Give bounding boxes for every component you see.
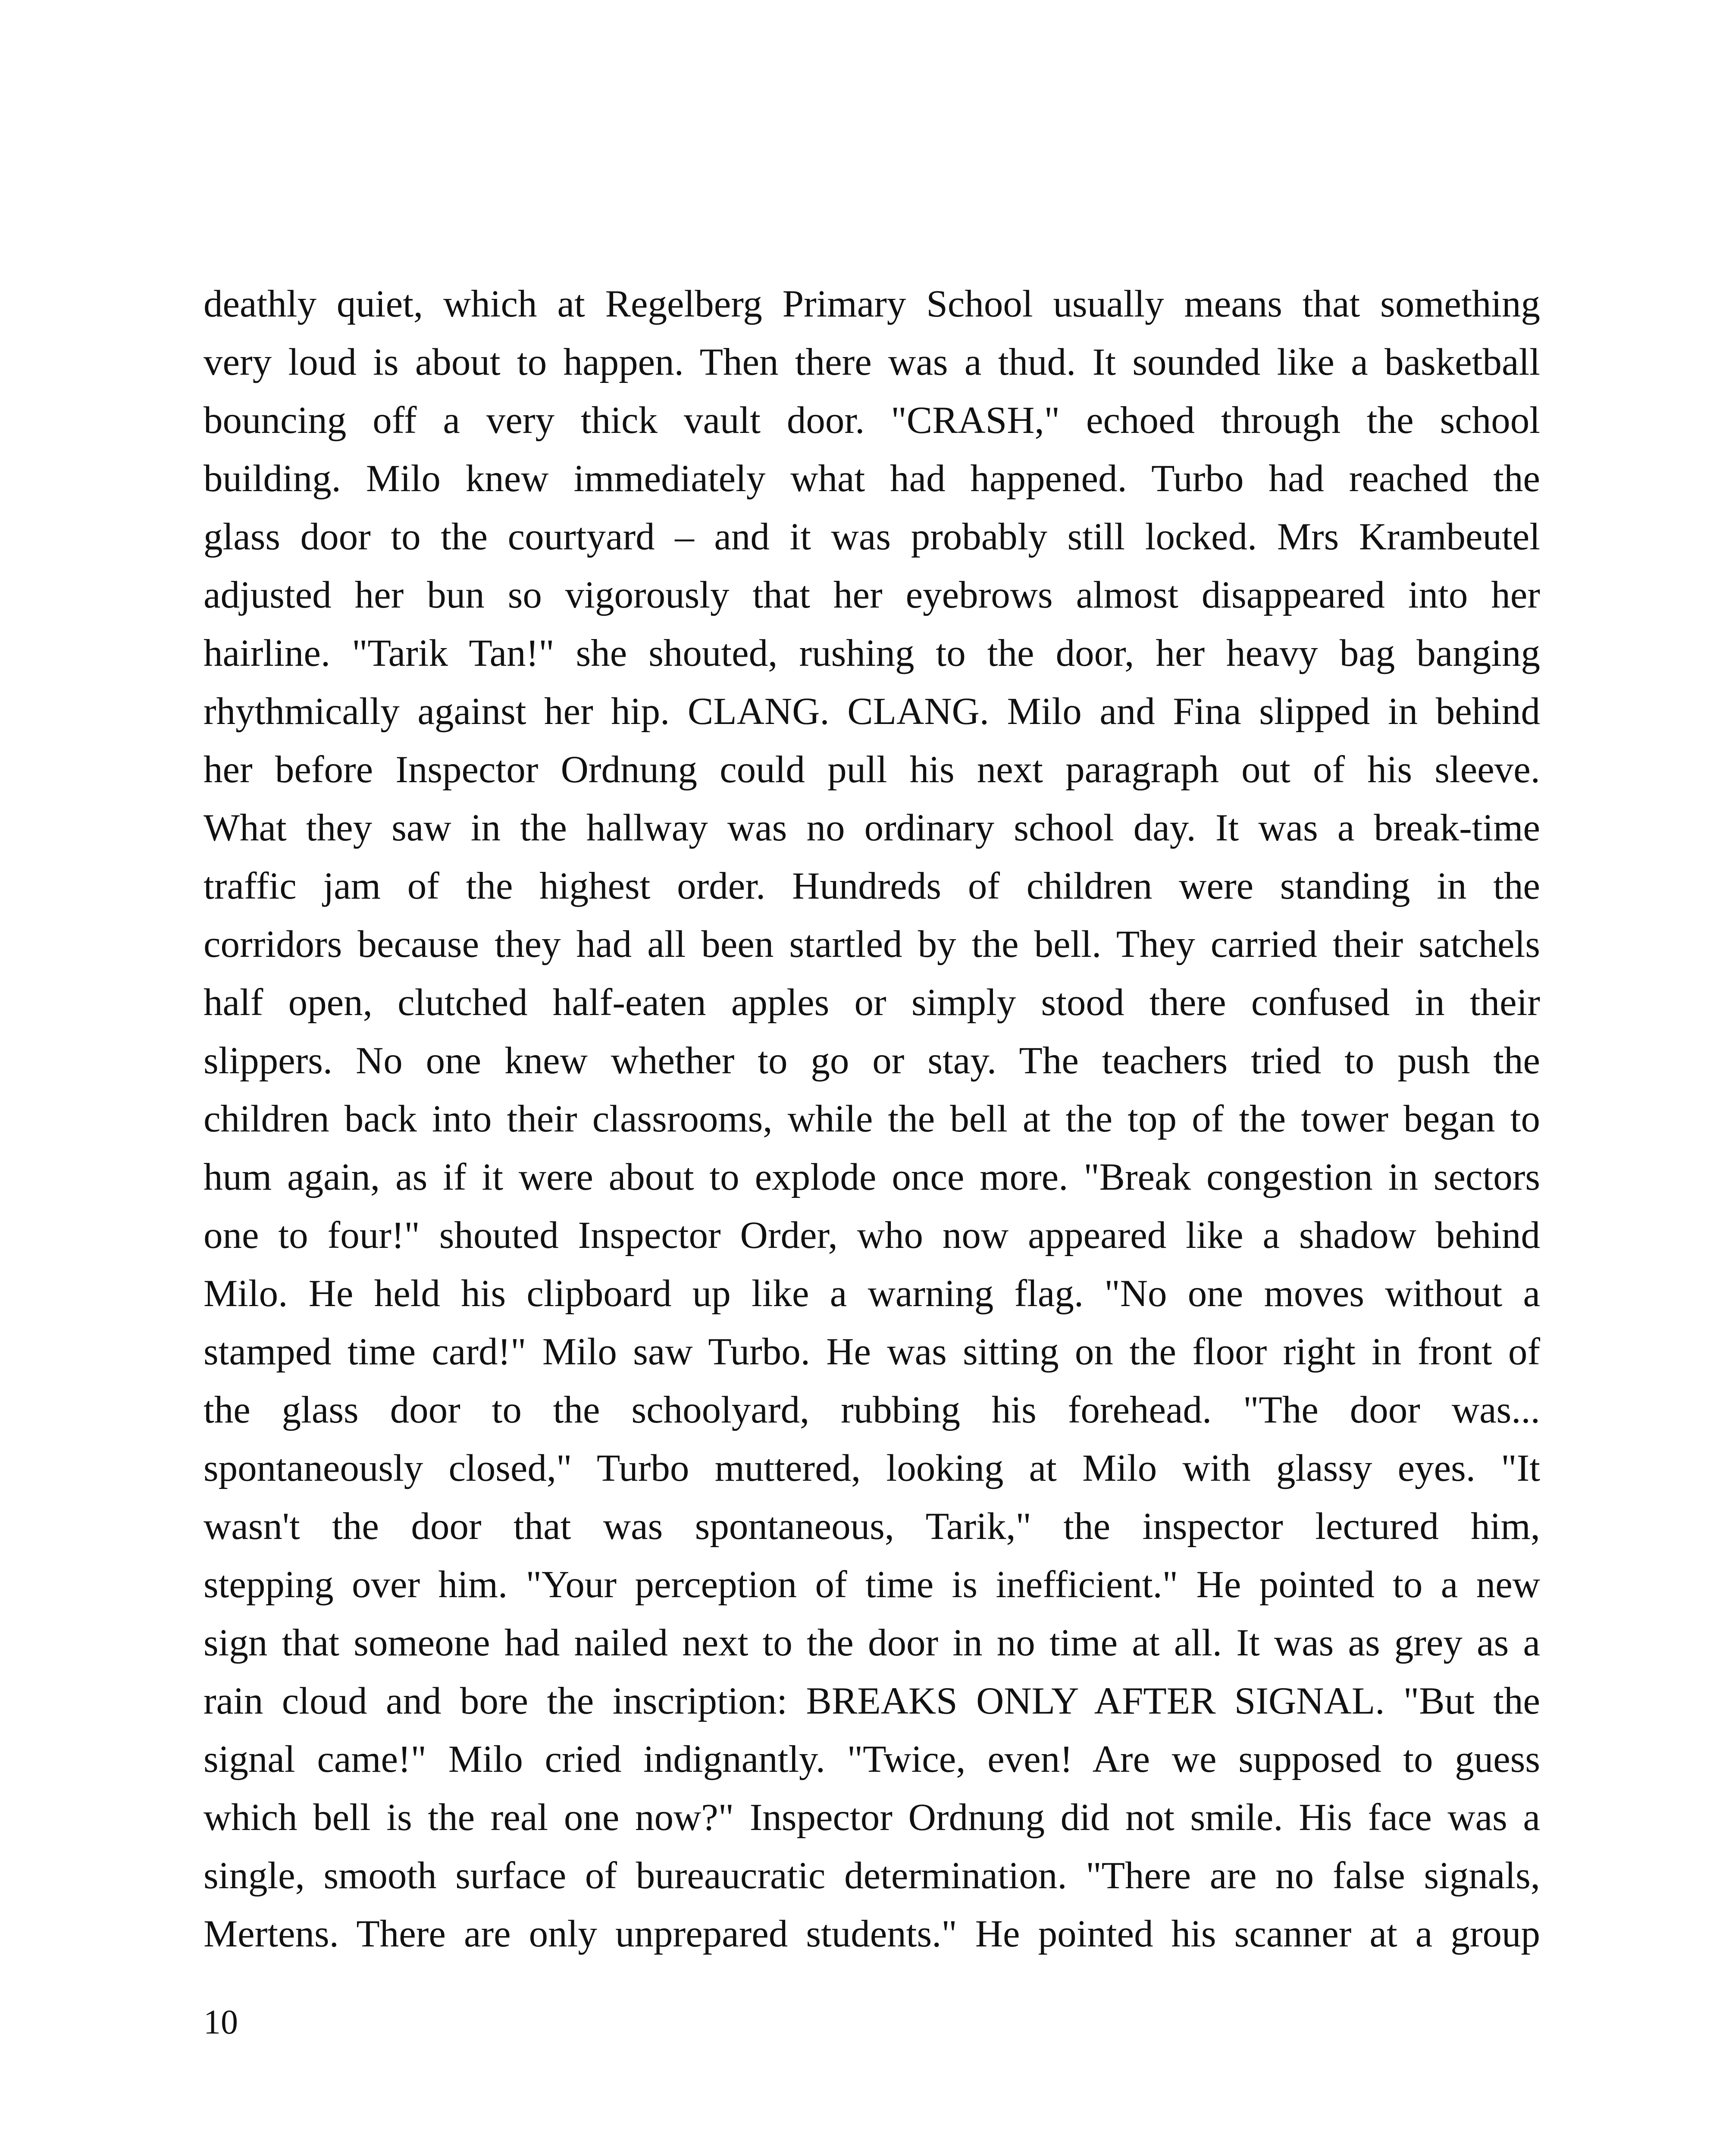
text-line: her before Inspector Ordnung could pull his next paragraph out of his sleeve. bbox=[204, 749, 1540, 791]
text-line: spontaneously closed," Turbo muttered, looking at Milo with glassy eyes. "It bbox=[204, 1447, 1540, 1489]
text-line: What they saw in the hallway was no ordinary school day. It was a break-time bbox=[204, 807, 1540, 849]
text-line: signal came!" Milo cried indignantly. "Twice, even! Are we supposed to guess bbox=[204, 1738, 1540, 1780]
text-line: adjusted her bun so vigorously that her eyebrows almost disappeared into her bbox=[204, 574, 1540, 616]
text-line: single, smooth surface of bureaucratic determination. "There are no false signals, bbox=[204, 1855, 1540, 1897]
text-line: building. Milo knew immediately what had happened. Turbo had reached the bbox=[204, 458, 1540, 500]
text-line: children back into their classrooms, while the bell at the top of the tower began to bbox=[204, 1098, 1540, 1140]
text-line: traffic jam of the highest order. Hundreds of children were standing in the bbox=[204, 865, 1540, 907]
text-line: Mertens. There are only unprepared students." He pointed his scanner at a group bbox=[204, 1913, 1540, 1955]
text-line: wasn't the door that was spontaneous, Tarik," the inspector lectured him, bbox=[204, 1505, 1540, 1548]
text-line: bouncing off a very thick vault door. "CRASH," echoed through the school bbox=[204, 399, 1540, 442]
text-line: hum again, as if it were about to explode once more. "Break congestion in sectors bbox=[204, 1156, 1540, 1198]
text-line: corridors because they had all been startled by the bell. They carried their satchels bbox=[204, 923, 1540, 965]
text-line: slippers. No one knew whether to go or stay. The teachers tried to push the bbox=[204, 1040, 1540, 1082]
text-line: rhythmically against her hip. CLANG. CLANG. Milo and Fina slipped in behind bbox=[204, 690, 1540, 733]
text-line: very loud is about to happen. Then there was a thud. It sounded like a basketball bbox=[204, 341, 1540, 383]
text-line: stepping over him. "Your perception of time is inefficient." He pointed to a new bbox=[204, 1564, 1540, 1606]
text-line: half open, clutched half-eaten apples or simply stood there confused in their bbox=[204, 981, 1540, 1024]
page-number: 10 bbox=[204, 2003, 238, 2041]
text-line: hairline. "Tarik Tan!" she shouted, rushing to the door, her heavy bag banging bbox=[204, 632, 1540, 674]
text-line: glass door to the courtyard – and it was probably still locked. Mrs Krambeutel bbox=[204, 516, 1540, 558]
body-text bbox=[204, 275, 1540, 1963]
text-line: one to four!" shouted Inspector Order, who now appeared like a shadow behind bbox=[204, 1214, 1540, 1257]
text-line: stamped time card!" Milo saw Turbo. He was sitting on the floor right in front of bbox=[204, 1331, 1540, 1373]
text-line: which bell is the real one now?" Inspector Ordnung did not smile. His face was a bbox=[204, 1796, 1540, 1839]
text-line: sign that someone had nailed next to the door in no time at all. It was as grey as a bbox=[204, 1622, 1540, 1664]
text-line: the glass door to the schoolyard, rubbing his forehead. "The door was... bbox=[204, 1389, 1540, 1431]
text-line: rain cloud and bore the inscription: BREAKS ONLY AFTER SIGNAL. "But the bbox=[204, 1680, 1540, 1722]
text-line: Milo. He held his clipboard up like a warning flag. "No one moves without a bbox=[204, 1272, 1540, 1315]
text-line: deathly quiet, which at Regelberg Primary School usually means that something bbox=[204, 283, 1540, 325]
